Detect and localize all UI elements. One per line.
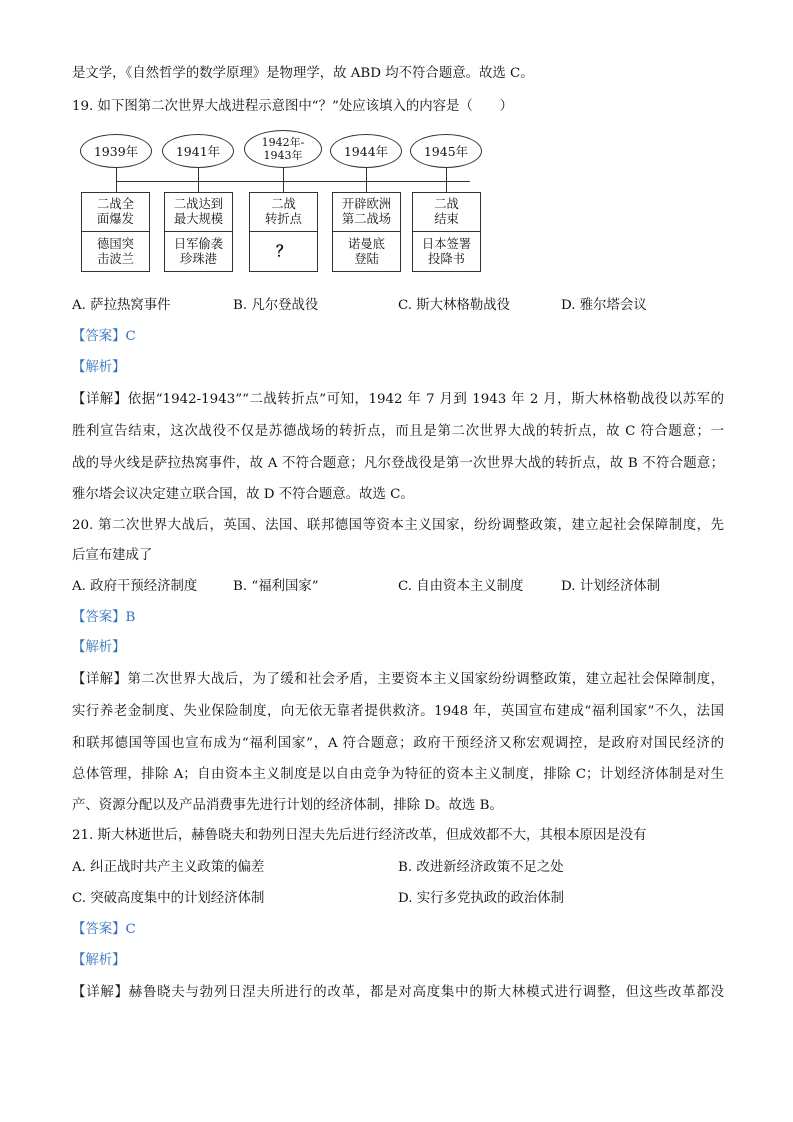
year-oval (244, 130, 322, 168)
year-label: 1941年 (175, 143, 221, 159)
event-detail-text: 日本签署 投降书 (421, 236, 472, 266)
event-detail (413, 232, 480, 271)
detail-line: 【详解】第二次世界大战后，为了缓和社会矛盾，主要资本主义国家纷纷调整政策，建立起社会保障制度， (72, 672, 724, 687)
connector (116, 168, 117, 192)
option-b: B. 凡尔登战役 (233, 298, 319, 313)
event-detail-text: 日军偷袭 珍珠港 (173, 236, 224, 266)
option-d: D. 雅尔塔会议 (561, 298, 647, 313)
analysis-label: 【解析】 (72, 953, 126, 968)
connector (446, 168, 447, 192)
event-stage (82, 193, 149, 232)
question-19: 19. 如下图第二次世界大战进程示意图中“？”处应该填入的内容是（ ） (72, 99, 513, 114)
connector (283, 168, 284, 192)
option-c: C. 突破高度集中的计划经济体制 (72, 891, 265, 906)
detail-line: 【详解】依据“1942-1943”“二战转折点”可知，1942 年 7 月到 1943 年 2 月，斯大林格勒战役以苏军的 (72, 392, 724, 407)
option-c: C. 自由资本主义制度 (398, 579, 524, 594)
question-21: 21. 斯大林逝世后，赫鲁晓夫和勃列日涅夫先后进行经济改革，但成效都不大，其根本原因是没有 (72, 828, 647, 843)
event-detail-text: 德国突 击波兰 (97, 236, 134, 266)
option-c: C. 斯大林格勒战役 (398, 298, 511, 313)
text-line: 是文学，《自然哲学的数学原理》是物理学，故 ABD 均不符合题意。故选 C。 (72, 66, 534, 81)
event-stage (333, 193, 400, 232)
event-detail (333, 232, 400, 271)
detail-line: 雅尔塔会议决定建立联合国，故 D 不符合题意。故选 C。 (72, 487, 414, 502)
event-box (164, 192, 233, 272)
connector (366, 168, 367, 192)
answer-label: 【答案】C (72, 329, 136, 344)
option-b: B. 改进新经济政策不足之处 (398, 860, 564, 875)
event-stage-text: 二战 转折点 (265, 197, 302, 226)
answer-label: 【答案】B (72, 610, 136, 625)
option-a: A. 萨拉热窝事件 (72, 298, 171, 313)
year-oval (410, 134, 482, 168)
analysis-label: 【解析】 (72, 360, 126, 375)
event-stage-text: 二战 结束 (434, 197, 459, 226)
event-stage (413, 193, 480, 232)
option-a: A. 纠正战时共产主义政策的偏差 (72, 860, 265, 875)
event-box (81, 192, 150, 272)
detail-line: 实行养老金制度、失业保险制度，向无依无靠者提供救济。1948 年，英国宣布建成“福利国家”不久，法国 (72, 704, 724, 719)
event-stage-text: 二战达到 最大规模 (173, 197, 224, 226)
detail-line: 【详解】赫鲁晓夫与勃列日涅夫所进行的改革，都是对高度集中的斯大林模式进行调整，但这些改革都没 (72, 985, 724, 1000)
connector (198, 168, 199, 192)
question-mark: ？ (275, 242, 291, 260)
event-stage-text: 二战全 面爆发 (97, 197, 134, 226)
detail-line: 胜利宣告结束，这次战役不仅是苏德战场的转折点，而且是第二次世界大战的转折点，故 C 符合题意；一 (72, 424, 724, 439)
option-d: D. 实行多党执政的政治体制 (398, 891, 565, 906)
event-detail (82, 232, 149, 271)
answer-label: 【答案】C (72, 922, 136, 937)
question-20-cont: 后宣布建成了 (72, 548, 153, 563)
event-stage (250, 193, 317, 232)
event-stage (165, 193, 232, 232)
year-oval (80, 134, 152, 168)
event-detail (165, 232, 232, 271)
analysis-label: 【解析】 (72, 640, 126, 655)
event-detail (250, 232, 317, 271)
year-label: 1939年 (93, 143, 139, 159)
option-a: A. 政府干预经济制度 (72, 579, 198, 594)
event-stage-text: 开辟欧洲 第二战场 (341, 197, 392, 226)
detail-line: 总体管理，排除 A；自由资本主义制度是以自由竞争为特征的资本主义制度，排除 C；计划经济体制是对生 (72, 767, 724, 782)
question-20: 20. 第二次世界大战后，英国、法国、联邦德国等资本主义国家，纷纷调整政策，建立起社会保障制度，先 (72, 518, 724, 533)
event-box (332, 192, 401, 272)
year-oval (330, 134, 402, 168)
year-label: 1942年- 1943年 (261, 136, 305, 162)
detail-line: 战的导火线是萨拉热窝事件，故 A 不符合题意；凡尔登战役是第一次世界大战的转折点，故 B 不符合题意； (72, 456, 724, 471)
event-box (249, 192, 318, 272)
timeline-axis (116, 181, 470, 182)
year-label: 1945年 (423, 143, 469, 159)
ww2-timeline-diagram (78, 134, 486, 274)
option-d: D. 计划经济体制 (561, 579, 661, 594)
detail-line: 和联邦德国等国也宣布成为“福利国家”，A 符合题意；政府干预经济又称宏观调控，是政府对国民经济的 (72, 736, 724, 751)
event-detail-text: 诺曼底 登陆 (348, 236, 385, 266)
option-b: B. “福利国家” (233, 579, 319, 594)
event-box (412, 192, 481, 272)
year-label: 1944年 (343, 143, 389, 159)
detail-line: 产、资源分配以及产品消费事先进行计划的经济体制，排除 D。故选 B。 (72, 798, 503, 813)
year-oval (162, 134, 234, 168)
